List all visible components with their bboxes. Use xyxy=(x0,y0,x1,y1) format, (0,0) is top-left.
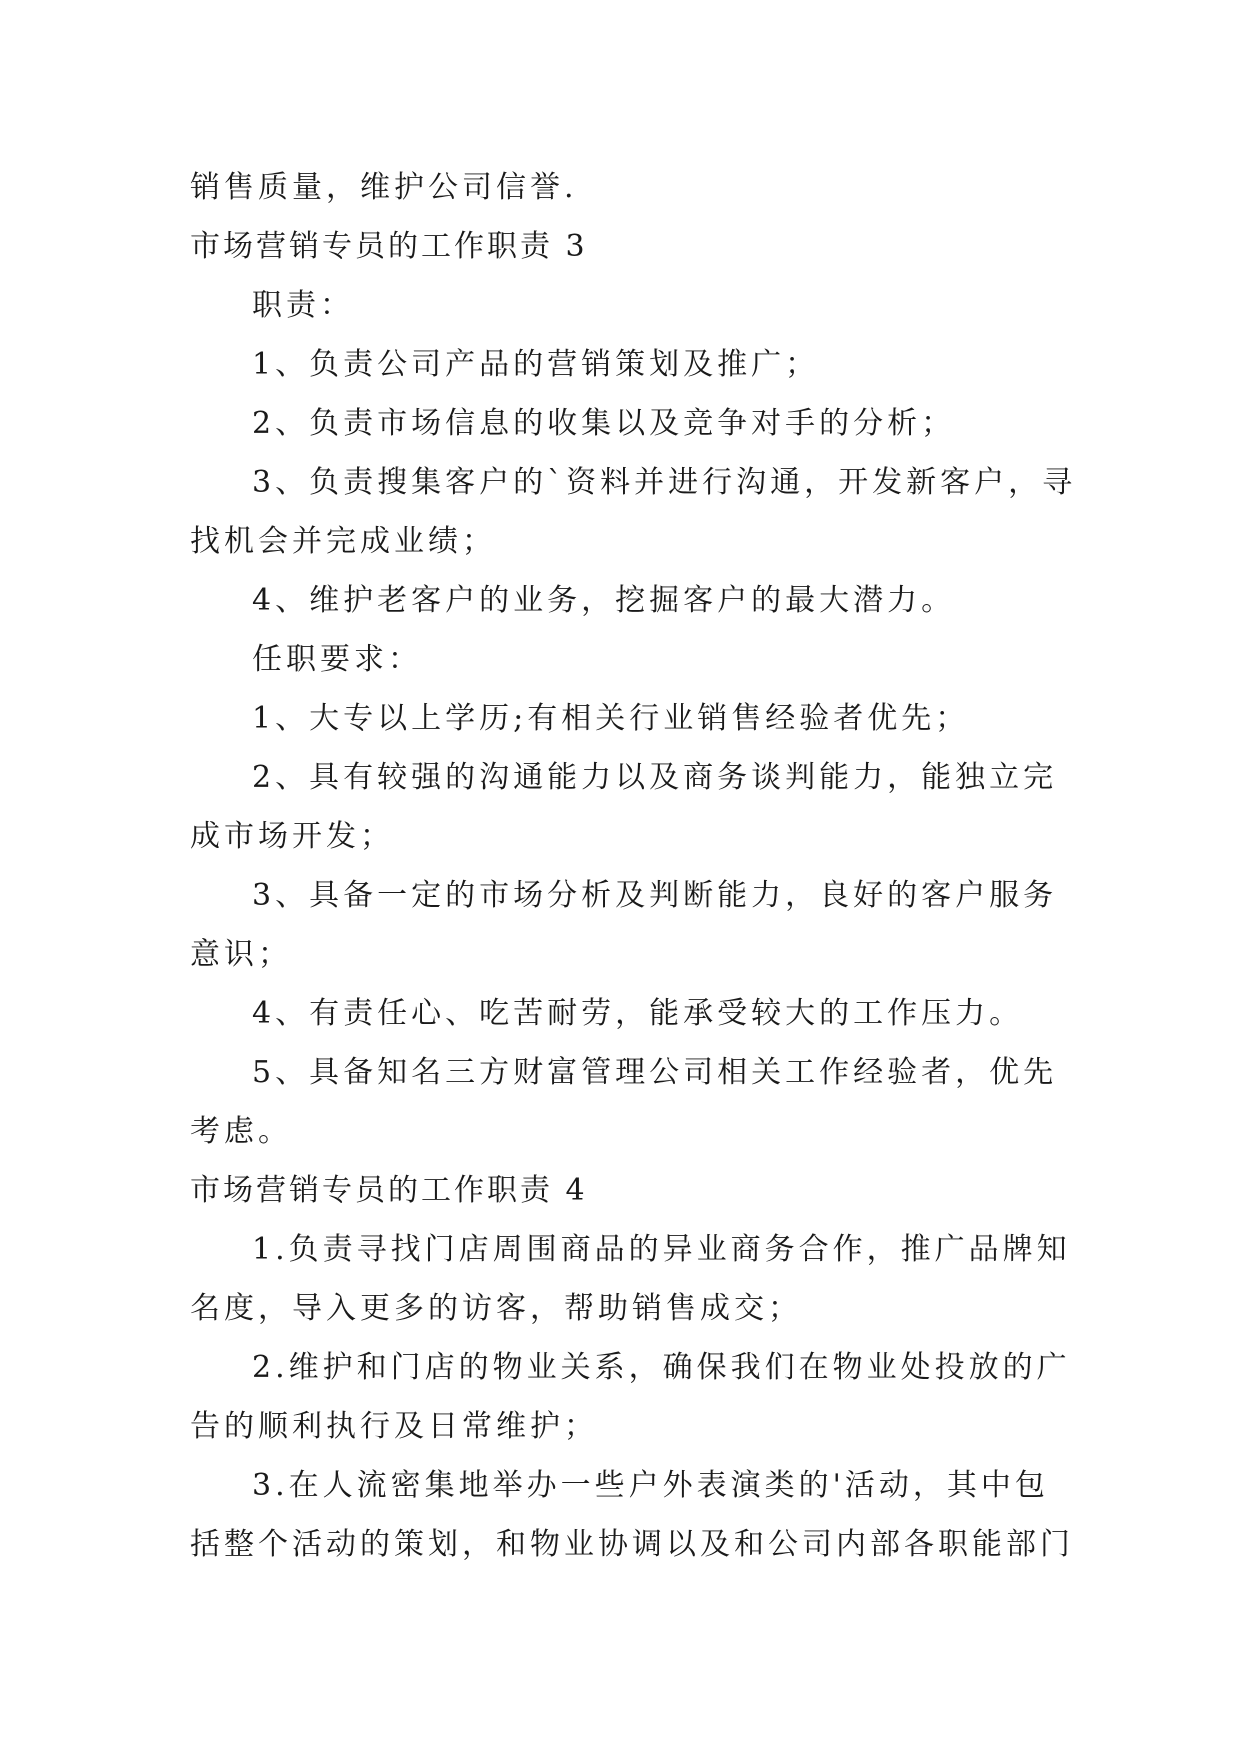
duty-item: 1.负责寻找门店周围商品的异业商务合作，推广品牌知 xyxy=(252,1232,1071,1267)
duty-item: 3.在人流密集地举办一些户外表演类的'活动，其中包 xyxy=(252,1468,1049,1503)
requirement-item-continuation: 意识； xyxy=(190,937,292,972)
duty-item: 2.维护和门店的物业关系，确保我们在物业处投放的广 xyxy=(252,1350,1071,1385)
requirement-item: 5、具备知名三方财富管理公司相关工作经验者，优先 xyxy=(252,1055,1058,1090)
requirement-item-continuation: 成市场开发； xyxy=(190,819,394,854)
requirement-item: 4、有责任心、吃苦耐劳，能承受较大的工作压力。 xyxy=(252,996,1024,1031)
duty-item: 1、负责公司产品的营销策划及推广； xyxy=(252,347,820,382)
subheading-requirements: 任职要求： xyxy=(252,642,422,677)
document-body xyxy=(190,158,1077,1574)
duty-item-continuation: 名度，导入更多的访客，帮助销售成交； xyxy=(190,1291,802,1326)
requirement-item: 3、具备一定的市场分析及判断能力，良好的客户服务 xyxy=(252,878,1058,913)
requirement-item-continuation: 考虑。 xyxy=(190,1114,292,1149)
subheading-duties: 职责： xyxy=(252,288,354,323)
duty-item: 3、负责搜集客户的`资料并进行沟通，开发新客户，寻 xyxy=(252,465,1077,500)
duty-item: 4、维护老客户的业务，挖掘客户的最大潜力。 xyxy=(252,583,956,618)
duty-item-continuation: 告的顺利执行及日常维护； xyxy=(190,1409,598,1444)
section-heading: 市场营销专员的工作职责 3 xyxy=(190,229,588,264)
text-line: 销售质量，维护公司信誉. xyxy=(190,170,578,205)
requirement-item: 1、大专以上学历;有相关行业销售经验者优先； xyxy=(252,701,970,736)
duty-item-continuation: 找机会并完成业绩； xyxy=(190,524,496,559)
duty-item-continuation: 括整个活动的策划，和物业协调以及和公司内部各职能部门 xyxy=(190,1527,1074,1562)
section-heading: 市场营销专员的工作职责 4 xyxy=(190,1173,588,1208)
requirement-item: 2、具有较强的沟通能力以及商务谈判能力，能独立完 xyxy=(252,760,1058,795)
duty-item: 2、负责市场信息的收集以及竞争对手的分析； xyxy=(252,406,956,441)
